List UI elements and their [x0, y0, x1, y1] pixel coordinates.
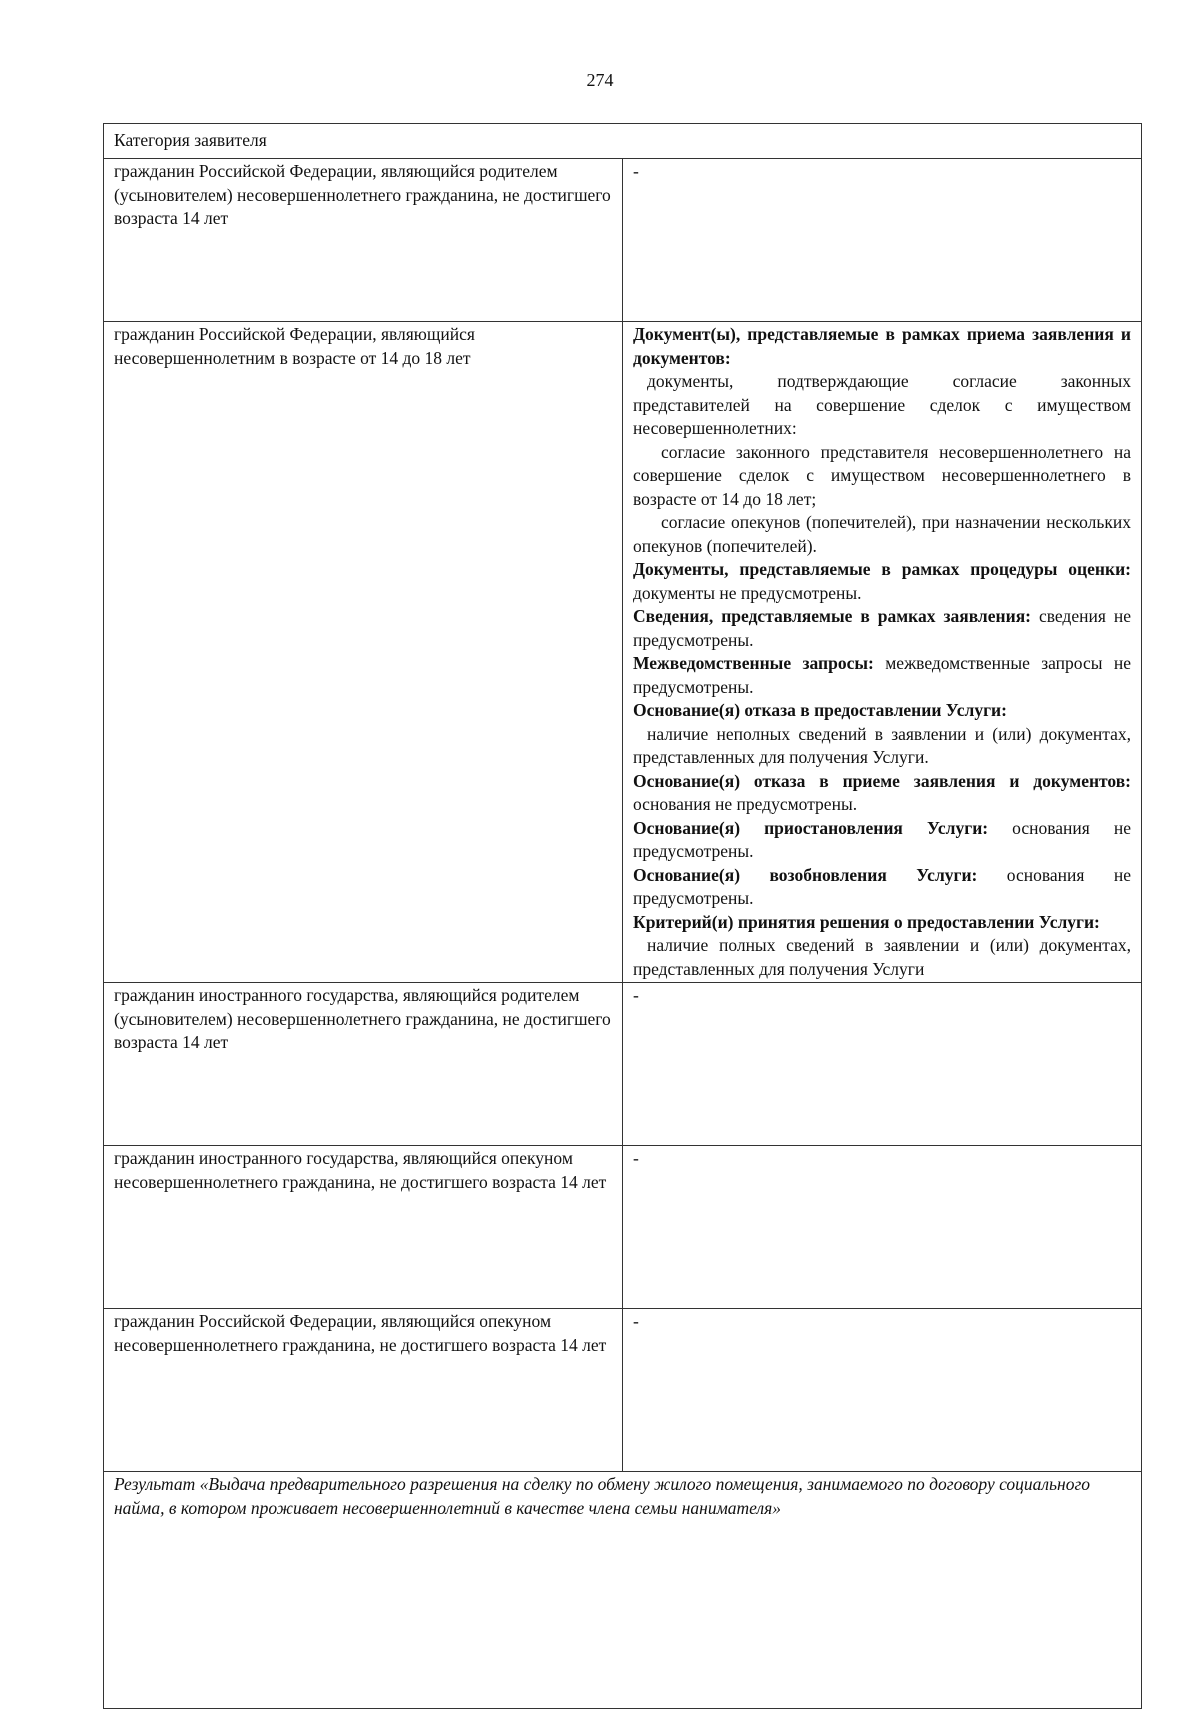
info-title: Сведения, представляемые в рамках заявления:: [633, 606, 1031, 626]
reject-block: [633, 770, 1131, 817]
docs-title: Документ(ы), представляемые в рамках приема заявления и документов:: [633, 324, 1131, 368]
evaluation-block: [633, 558, 1131, 605]
criteria-block: [633, 911, 1131, 935]
category-cell: гражданин Российской Федерации, являющийся родителем (усыновителем) несовершеннолетнего гражданина, не достигшего возраста 14 лет: [104, 159, 623, 322]
refusal-text: наличие неполных сведений в заявлении и (или) документах, представленных для получения Услуги.: [633, 723, 1131, 767]
info-text: сведения не предусмотрены.: [633, 606, 1131, 650]
suspend-block: [633, 817, 1131, 864]
content-cell: -: [623, 1146, 1142, 1309]
category-cell: гражданин иностранного государства, являющийся родителем (усыновителем) несовершеннолетнего гражданина, не достигшего возраста 14 лет: [104, 983, 623, 1146]
table-header: Категория заявителя: [104, 124, 1142, 159]
result-row: [104, 1472, 1142, 1709]
resume-text: основания не предусмотрены.: [633, 864, 1131, 908]
reject-text: основания не предусмотрены.: [633, 794, 858, 814]
content-cell: -: [623, 159, 1142, 322]
table-header-row: [104, 124, 1142, 159]
evaluation-text: документы не предусмотрены.: [633, 582, 862, 603]
page-number: 274: [586, 70, 614, 90]
interdept-block: [633, 652, 1131, 699]
docs-block: [633, 323, 1131, 370]
info-block: [633, 605, 1131, 652]
content-cell: -: [623, 983, 1142, 1146]
refusal-block: [633, 699, 1131, 723]
consent-guardians-text: согласие опекунов (попечителей), при назначении нескольких опекунов (попечителей).: [633, 512, 1131, 556]
refusal-title: Основание(я) отказа в предоставлении Услуги:: [633, 700, 1007, 720]
resume-block: [633, 864, 1131, 911]
category-cell: гражданин Российской Федерации, являющийся опекуном несовершеннолетнего гражданина, не достигшего возраста 14 лет: [104, 1309, 623, 1472]
criteria-text: наличие полных сведений в заявлении и (или) документах, представленных для получения Услуги: [633, 935, 1131, 979]
criteria-title: Критерий(и) принятия решения о предоставлении Услуги:: [633, 911, 1100, 932]
table-row: [104, 322, 1142, 983]
category-cell: гражданин Российской Федерации, являющийся несовершеннолетним в возрасте от 14 до 18 лет: [104, 322, 623, 983]
resume-title: Основание(я) возобновления Услуги:: [633, 864, 978, 885]
table-row: [104, 159, 1142, 322]
suspend-title: Основание(я) приостановления Услуги:: [633, 817, 989, 838]
table-row: [104, 1309, 1142, 1472]
suspend-text: основания не предусмотрены.: [633, 817, 1131, 861]
table-row: [104, 983, 1142, 1146]
docs-text: документы, подтверждающие согласие законных представителей на совершение сделок с имуществом несовершеннолетних:: [633, 371, 1131, 438]
category-cell: гражданин иностранного государства, являющийся опекуном несовершеннолетнего гражданина, не достигшего возраста 14 лет: [104, 1146, 623, 1309]
content-cell: -: [623, 1309, 1142, 1472]
evaluation-title: Документы, представляемые в рамках процедуры оценки:: [633, 559, 1131, 579]
applicant-category-table: [103, 123, 1142, 1709]
result-cell: Результат «Выдача предварительного разрешения на сделку по обмену жилого помещения, занимаемого по договору социального найма, в котором проживает несовершеннолетний в качестве члена семьи нанимателя»: [104, 1472, 1142, 1709]
interdept-title: Межведомственные запросы:: [633, 653, 874, 673]
content-cell: [623, 322, 1142, 983]
consent-legal-text: согласие законного представителя несовершеннолетнего на совершение сделок с имуществом несовершеннолетнего в возрасте от 14 до 18 лет;: [633, 441, 1131, 509]
interdept-text: межведомственные запросы не предусмотрены.: [633, 653, 1132, 697]
reject-title: Основание(я) отказа в приеме заявления и документов:: [633, 770, 1131, 791]
table-row: [104, 1146, 1142, 1309]
